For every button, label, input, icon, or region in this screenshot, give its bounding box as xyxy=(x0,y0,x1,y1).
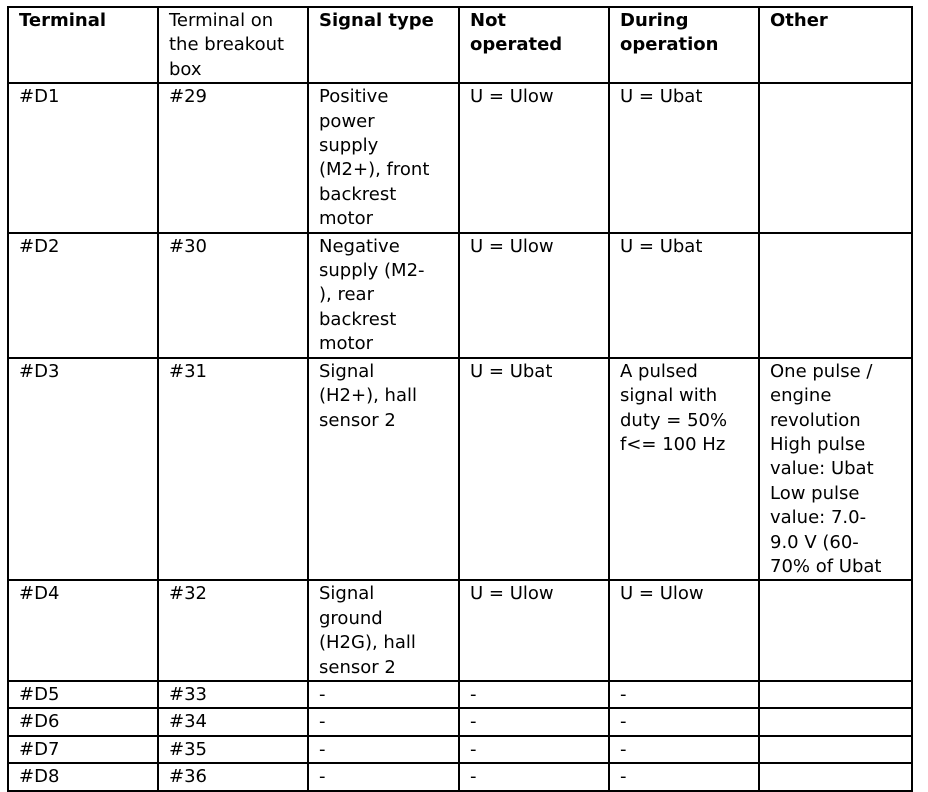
cell-line: supply (M2- xyxy=(319,260,425,282)
other-cell xyxy=(759,580,912,681)
header-row xyxy=(8,7,912,83)
cell-line: (M2+), front xyxy=(319,159,430,181)
header-signal-type xyxy=(308,7,459,83)
header-line: operated xyxy=(470,34,563,56)
cell-line: #35 xyxy=(169,738,207,760)
cell-line: supply xyxy=(319,135,379,157)
not-operated-cell xyxy=(459,83,609,232)
during-operation-cell xyxy=(609,763,759,790)
other-cell xyxy=(759,83,912,232)
terminal-cell xyxy=(8,681,158,708)
header-line: Signal type xyxy=(319,10,434,31)
cell-line: Low pulse xyxy=(770,482,860,504)
cell-line: - xyxy=(620,738,627,760)
table-row xyxy=(8,763,912,790)
cell-line: #30 xyxy=(169,235,207,257)
not-operated-cell xyxy=(459,358,609,581)
breakout-terminal-cell xyxy=(158,358,308,581)
cell-line: signal with xyxy=(620,385,718,407)
cell-line: - xyxy=(620,683,627,705)
cell-line: #31 xyxy=(169,360,207,382)
not-operated-cell xyxy=(459,708,609,735)
header-during-operation xyxy=(609,7,759,83)
header-line: Terminal xyxy=(19,10,107,31)
during-operation-cell xyxy=(609,736,759,763)
not-operated-cell xyxy=(459,233,609,358)
during-operation-cell xyxy=(609,358,759,581)
header-not-operated xyxy=(459,7,609,83)
table-row xyxy=(8,358,912,581)
terminal-cell xyxy=(8,580,158,681)
header-line: box xyxy=(169,58,202,80)
terminal-cell xyxy=(8,763,158,790)
cell-line: (H2G), hall xyxy=(319,632,416,654)
cell-line: - xyxy=(319,683,326,705)
cell-line: Negative xyxy=(319,235,400,257)
cell-line: #D3 xyxy=(19,360,60,382)
cell-line: - xyxy=(319,738,326,760)
cell-line: - xyxy=(470,711,477,733)
during-operation-cell xyxy=(609,580,759,681)
cell-line: #D4 xyxy=(19,583,60,605)
signal-type-cell xyxy=(308,736,459,763)
cell-line: #D7 xyxy=(19,738,60,760)
cell-line: U = Ulow xyxy=(470,235,554,257)
cell-line: #D5 xyxy=(19,683,60,705)
terminal-signal-table xyxy=(7,6,913,792)
cell-line: A pulsed xyxy=(620,360,698,382)
terminal-cell xyxy=(8,736,158,763)
signal-type-cell xyxy=(308,358,459,581)
cell-line: Signal xyxy=(319,583,375,605)
header-line: During xyxy=(620,10,689,31)
other-cell xyxy=(759,736,912,763)
cell-line: #D2 xyxy=(19,235,60,257)
header-other xyxy=(759,7,912,83)
cell-line: engine xyxy=(770,385,832,407)
cell-line: - xyxy=(319,766,326,788)
other-cell xyxy=(759,763,912,790)
cell-line: Signal xyxy=(319,360,375,382)
cell-line: 9.0 V (60- xyxy=(770,531,859,553)
signal-type-cell xyxy=(308,83,459,232)
terminal-cell xyxy=(8,233,158,358)
other-cell xyxy=(759,681,912,708)
header-terminal xyxy=(8,7,158,83)
other-cell xyxy=(759,708,912,735)
breakout-terminal-cell xyxy=(158,763,308,790)
cell-line: #29 xyxy=(169,86,207,108)
cell-line: 70% of Ubat xyxy=(770,555,882,577)
terminal-cell xyxy=(8,358,158,581)
not-operated-cell xyxy=(459,763,609,790)
cell-line: U = Ubat xyxy=(620,86,703,108)
cell-line: f<= 100 Hz xyxy=(620,433,726,455)
cell-line: sensor 2 xyxy=(319,656,396,678)
table-row xyxy=(8,681,912,708)
cell-line: power xyxy=(319,110,375,132)
not-operated-cell xyxy=(459,736,609,763)
during-operation-cell xyxy=(609,233,759,358)
cell-line: - xyxy=(470,738,477,760)
terminal-cell xyxy=(8,708,158,735)
during-operation-cell xyxy=(609,83,759,232)
cell-line: motor xyxy=(319,333,374,355)
breakout-terminal-cell xyxy=(158,708,308,735)
cell-line: U = Ulow xyxy=(470,583,554,605)
cell-line: - xyxy=(470,766,477,788)
cell-line: (H2+), hall xyxy=(319,385,417,407)
header-line: Terminal on xyxy=(169,10,274,31)
cell-line: U = Ubat xyxy=(470,360,553,382)
cell-line: value: Ubat xyxy=(770,458,874,480)
not-operated-cell xyxy=(459,580,609,681)
cell-line: #32 xyxy=(169,583,207,605)
table-row xyxy=(8,580,912,681)
cell-line: U = Ulow xyxy=(620,583,704,605)
cell-line: duty = 50% xyxy=(620,409,728,431)
breakout-terminal-cell xyxy=(158,736,308,763)
other-cell xyxy=(759,358,912,581)
cell-line: #33 xyxy=(169,683,207,705)
table-row xyxy=(8,708,912,735)
cell-line: One pulse / xyxy=(770,360,873,382)
header-line: operation xyxy=(620,34,719,56)
during-operation-cell xyxy=(609,681,759,708)
breakout-terminal-cell xyxy=(158,233,308,358)
cell-line: High pulse xyxy=(770,433,866,455)
table-row xyxy=(8,83,912,232)
cell-line: Positive xyxy=(319,86,389,108)
cell-line: #D6 xyxy=(19,711,60,733)
cell-line: #34 xyxy=(169,711,207,733)
terminal-cell xyxy=(8,83,158,232)
signal-type-cell xyxy=(308,681,459,708)
cell-line: - xyxy=(470,683,477,705)
breakout-terminal-cell xyxy=(158,83,308,232)
cell-line: ground xyxy=(319,607,383,629)
cell-line: #D1 xyxy=(19,86,60,108)
cell-line: #D8 xyxy=(19,766,60,788)
table-row xyxy=(8,736,912,763)
signal-type-cell xyxy=(308,580,459,681)
cell-line: value: 7.0- xyxy=(770,507,867,529)
header-line: Not xyxy=(470,10,507,31)
cell-line: sensor 2 xyxy=(319,409,396,431)
cell-line: revolution xyxy=(770,409,861,431)
header-breakout-terminal xyxy=(158,7,308,83)
during-operation-cell xyxy=(609,708,759,735)
cell-line: backrest xyxy=(319,183,397,205)
cell-line: ), rear xyxy=(319,284,374,306)
cell-line: motor xyxy=(319,208,374,230)
header-line: the breakout xyxy=(169,34,285,56)
header-line: Other xyxy=(770,10,828,31)
signal-type-cell xyxy=(308,763,459,790)
signal-type-cell xyxy=(308,233,459,358)
other-cell xyxy=(759,233,912,358)
signal-type-cell xyxy=(308,708,459,735)
cell-line: - xyxy=(620,766,627,788)
table-row xyxy=(8,233,912,358)
cell-line: U = Ulow xyxy=(470,86,554,108)
not-operated-cell xyxy=(459,681,609,708)
cell-line: U = Ubat xyxy=(620,235,703,257)
breakout-terminal-cell xyxy=(158,681,308,708)
breakout-terminal-cell xyxy=(158,580,308,681)
cell-line: #36 xyxy=(169,766,207,788)
cell-line: - xyxy=(620,711,627,733)
cell-line: backrest xyxy=(319,308,397,330)
table-body xyxy=(8,83,912,790)
cell-line: - xyxy=(319,711,326,733)
